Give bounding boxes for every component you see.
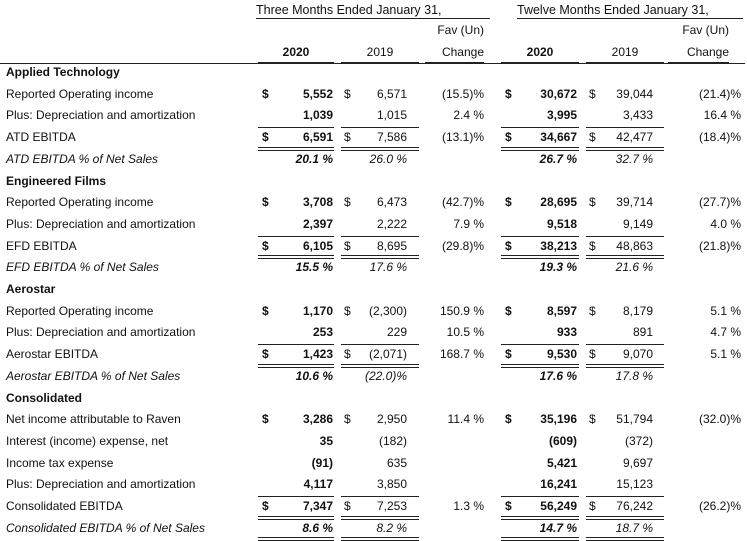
value-2019-three: 7,586 xyxy=(376,130,407,145)
row-label: Income tax expense xyxy=(6,455,114,470)
value-2020-three: 15.5 % xyxy=(295,260,333,275)
currency-symbol: $ xyxy=(262,303,269,318)
value-2019-three: 6,571 xyxy=(376,86,407,101)
final-double-rule xyxy=(586,537,664,541)
row-label: EFD EBITDA xyxy=(6,238,77,253)
value-2020-three: 253 xyxy=(312,325,333,340)
row-label: ATD EBITDA % of Net Sales xyxy=(6,151,159,166)
change-three: (15.5)% xyxy=(441,86,484,101)
value-2020-three: 10.6 % xyxy=(295,368,333,383)
section-title: Applied Technology xyxy=(6,65,120,79)
header-twelve-months: Twelve Months Ended January 31, xyxy=(517,3,709,17)
currency-symbol: $ xyxy=(344,130,351,145)
total-double-rule xyxy=(501,516,579,520)
subtotal-rule xyxy=(586,127,664,128)
currency-symbol: $ xyxy=(505,86,512,101)
value-2019-three: 7,253 xyxy=(376,499,407,513)
change-three: 1.3 % xyxy=(453,499,484,513)
section-title: Engineered Films xyxy=(6,173,107,188)
header-bottom-rule xyxy=(0,63,745,64)
currency-symbol: $ xyxy=(344,303,351,318)
subtotal-rule xyxy=(258,127,334,128)
currency-symbol: $ xyxy=(505,347,512,362)
change-twelve: 16.4 % xyxy=(703,108,741,123)
subtotal-rule xyxy=(258,496,334,497)
value-2019-three: 229 xyxy=(386,325,407,340)
change-twelve: (18.4)% xyxy=(698,130,741,145)
value-2020-three: 1,423 xyxy=(302,347,333,362)
header-fav-label-three: Fav (Un) xyxy=(437,23,484,37)
value-2020-three: 6,591 xyxy=(302,130,333,145)
value-2020-three: 35 xyxy=(319,433,333,448)
header-change-three: Change xyxy=(441,45,484,59)
header-underline-change-three xyxy=(425,62,484,63)
row-label: Reported Operating income xyxy=(6,303,154,318)
change-twelve: (26.2)% xyxy=(698,499,741,513)
value-2020-twelve: 30,672 xyxy=(540,86,577,101)
value-2019-three: 2,222 xyxy=(376,216,407,231)
value-2019-twelve: 18.7 % xyxy=(615,520,653,535)
value-2019-twelve: 32.7 % xyxy=(615,151,653,166)
value-2020-twelve: 9,530 xyxy=(546,347,577,362)
change-three: (13.1)% xyxy=(441,130,484,145)
value-2020-three: 3,286 xyxy=(302,412,333,427)
subtotal-rule xyxy=(258,236,334,237)
currency-symbol: $ xyxy=(262,499,269,513)
subtotal-rule xyxy=(341,344,419,345)
row-label: Net income attributable to Raven xyxy=(6,412,181,427)
value-2020-three: 20.1 % xyxy=(295,151,333,166)
value-2020-twelve: 28,695 xyxy=(540,195,577,210)
value-2019-twelve: 17.8 % xyxy=(615,368,653,383)
change-three: (29.8)% xyxy=(441,238,484,253)
value-2019-three: 8,695 xyxy=(376,238,407,253)
row-label: Aerostar EBITDA % of Net Sales xyxy=(6,368,181,383)
row-label: Plus: Depreciation and amortization xyxy=(6,216,196,231)
value-2020-twelve: 19.3 % xyxy=(539,260,577,275)
change-three: (42.7)% xyxy=(441,195,484,210)
header-underline-2019-three xyxy=(341,62,419,63)
currency-symbol: $ xyxy=(589,499,596,513)
value-2019-twelve: 48,863 xyxy=(616,238,653,253)
value-2019-twelve: 891 xyxy=(632,325,653,340)
final-double-rule xyxy=(501,537,579,541)
currency-symbol: $ xyxy=(505,238,512,253)
total-double-rule xyxy=(258,255,334,259)
subtotal-rule xyxy=(341,127,419,128)
total-double-rule xyxy=(501,364,579,368)
value-2019-three: 2,950 xyxy=(376,412,407,427)
row-label: Reported Operating income xyxy=(6,195,154,210)
header-underline-change-twelve xyxy=(668,62,729,63)
subtotal-rule xyxy=(586,236,664,237)
value-2020-three: 6,105 xyxy=(302,238,333,253)
currency-symbol: $ xyxy=(262,86,269,101)
currency-symbol: $ xyxy=(262,412,269,427)
total-double-rule xyxy=(501,147,579,151)
total-double-rule xyxy=(258,516,334,520)
subtotal-rule xyxy=(586,496,664,497)
header-underline-2020-twelve xyxy=(501,62,579,63)
value-2019-twelve: 9,149 xyxy=(622,216,653,231)
value-2019-three: 6,473 xyxy=(376,195,407,210)
value-2019-three: 26.0 % xyxy=(369,151,407,166)
value-2020-twelve: 38,213 xyxy=(540,238,577,253)
value-2020-twelve: 26.7 % xyxy=(539,151,577,166)
header-year-2020-twelve: 2020 xyxy=(526,45,554,59)
change-twelve: 4.0 % xyxy=(710,216,741,231)
header-three-months-underline xyxy=(256,18,490,19)
subtotal-rule xyxy=(501,236,579,237)
change-three: 2.4 % xyxy=(453,108,484,123)
change-twelve: (21.8)% xyxy=(698,238,741,253)
currency-symbol: $ xyxy=(505,130,512,145)
header-twelve-months-underline xyxy=(517,18,743,19)
total-double-rule xyxy=(586,516,664,520)
value-2020-three: 1,170 xyxy=(302,303,333,318)
currency-symbol: $ xyxy=(589,130,596,145)
currency-symbol: $ xyxy=(589,238,596,253)
subtotal-rule xyxy=(501,127,579,128)
total-double-rule xyxy=(341,255,419,259)
value-2019-three: (182) xyxy=(378,433,407,448)
value-2020-three: 3,708 xyxy=(302,195,333,210)
change-twelve: 5.1 % xyxy=(710,347,741,362)
currency-symbol: $ xyxy=(505,412,512,427)
value-2020-twelve: 34,667 xyxy=(540,130,577,145)
total-double-rule xyxy=(341,364,419,368)
value-2020-three: 2,397 xyxy=(302,216,333,231)
value-2020-three: 7,347 xyxy=(302,499,333,513)
change-three: 10.5 % xyxy=(446,325,484,340)
currency-symbol: $ xyxy=(589,86,596,101)
header-underline-2020-three xyxy=(258,62,334,63)
value-2019-twelve: 9,070 xyxy=(622,347,653,362)
header-change-twelve: Change xyxy=(686,45,729,59)
row-label: Consolidated EBITDA xyxy=(6,499,123,513)
currency-symbol: $ xyxy=(589,347,596,362)
row-label: Reported Operating income xyxy=(6,86,154,101)
subtotal-rule xyxy=(501,496,579,497)
value-2020-twelve: (609) xyxy=(548,433,577,448)
total-double-rule xyxy=(258,147,334,151)
value-2019-twelve: 39,714 xyxy=(616,195,653,210)
currency-symbol: $ xyxy=(589,195,596,210)
value-2019-three: (2,300) xyxy=(368,303,407,318)
row-label: Aerostar EBITDA xyxy=(6,347,99,362)
currency-symbol: $ xyxy=(344,238,351,253)
subtotal-rule xyxy=(341,496,419,497)
value-2019-three: 8.2 % xyxy=(376,520,407,535)
header-underline-2019-twelve xyxy=(586,62,664,63)
value-2019-three: 3,850 xyxy=(376,477,407,492)
currency-symbol: $ xyxy=(589,303,596,318)
value-2020-twelve: 5,421 xyxy=(546,455,577,470)
value-2019-twelve: 8,179 xyxy=(622,303,653,318)
currency-symbol: $ xyxy=(505,195,512,210)
change-twelve: (32.0)% xyxy=(698,412,741,427)
value-2020-three: 8.6 % xyxy=(302,520,333,535)
value-2019-twelve: (372) xyxy=(624,433,653,448)
currency-symbol: $ xyxy=(262,347,269,362)
header-year-2019-twelve: 2019 xyxy=(611,45,639,59)
value-2019-twelve: 39,044 xyxy=(616,86,653,101)
row-label: Consolidated EBITDA % of Net Sales xyxy=(6,520,205,535)
currency-symbol: $ xyxy=(505,303,512,318)
value-2019-twelve: 76,242 xyxy=(616,499,653,513)
value-2019-three: (22.0)% xyxy=(364,368,407,383)
value-2020-three: (91) xyxy=(311,455,333,470)
value-2019-twelve: 15,123 xyxy=(616,477,653,492)
currency-symbol: $ xyxy=(589,412,596,427)
value-2019-twelve: 3,433 xyxy=(622,108,653,123)
change-three: 11.4 % xyxy=(447,412,484,427)
value-2019-three: (2,071) xyxy=(368,347,407,362)
value-2019-twelve: 51,794 xyxy=(616,412,653,427)
value-2020-twelve: 16,241 xyxy=(540,477,577,492)
change-twelve: 5.1 % xyxy=(710,303,741,318)
value-2020-twelve: 56,249 xyxy=(540,499,577,513)
value-2020-twelve: 35,196 xyxy=(540,412,577,427)
subtotal-rule xyxy=(341,236,419,237)
header-three-months: Three Months Ended January 31, xyxy=(256,3,442,17)
value-2020-twelve: 8,597 xyxy=(546,303,577,318)
total-double-rule xyxy=(586,364,664,368)
subtotal-rule xyxy=(501,344,579,345)
total-double-rule xyxy=(586,147,664,151)
value-2020-three: 5,552 xyxy=(302,86,333,101)
change-three: 150.9 % xyxy=(439,303,484,318)
header-fav-label-twelve: Fav (Un) xyxy=(682,23,729,37)
total-double-rule xyxy=(258,364,334,368)
subtotal-rule xyxy=(258,344,334,345)
value-2019-twelve: 9,697 xyxy=(622,455,653,470)
total-double-rule xyxy=(501,255,579,259)
change-twelve: (27.7)% xyxy=(698,195,741,210)
value-2019-twelve: 42,477 xyxy=(616,130,653,145)
value-2019-three: 635 xyxy=(386,455,407,470)
currency-symbol: $ xyxy=(344,499,351,513)
subtotal-rule xyxy=(586,344,664,345)
row-label: Plus: Depreciation and amortization xyxy=(6,108,196,123)
currency-symbol: $ xyxy=(344,347,351,362)
change-three: 168.7 % xyxy=(439,347,484,362)
currency-symbol: $ xyxy=(344,86,351,101)
currency-symbol: $ xyxy=(344,195,351,210)
value-2019-three: 1,015 xyxy=(376,108,407,123)
value-2019-twelve: 21.6 % xyxy=(615,260,653,275)
row-label: EFD EBITDA % of Net Sales xyxy=(6,260,159,275)
value-2020-twelve: 17.6 % xyxy=(539,368,577,383)
total-double-rule xyxy=(586,255,664,259)
row-label: Plus: Depreciation and amortization xyxy=(6,325,196,340)
value-2020-twelve: 14.7 % xyxy=(539,520,577,535)
section-title: Consolidated xyxy=(6,390,83,405)
row-label: Interest (income) expense, net xyxy=(6,433,169,448)
header-year-2020-three: 2020 xyxy=(282,45,310,59)
currency-symbol: $ xyxy=(262,130,269,145)
value-2020-three: 4,117 xyxy=(303,477,333,492)
change-twelve: (21.4)% xyxy=(698,86,741,101)
final-double-rule xyxy=(258,537,334,541)
change-three: 7.9 % xyxy=(453,216,484,231)
value-2019-three: 17.6 % xyxy=(369,260,407,275)
currency-symbol: $ xyxy=(505,499,512,513)
currency-symbol: $ xyxy=(344,412,351,427)
row-label: Plus: Depreciation and amortization xyxy=(6,477,196,492)
total-double-rule xyxy=(341,147,419,151)
value-2020-twelve: 933 xyxy=(556,325,577,340)
final-double-rule xyxy=(341,537,419,541)
value-2020-twelve: 9,518 xyxy=(546,216,577,231)
change-twelve: 4.7 % xyxy=(710,325,741,340)
section-title: Aerostar xyxy=(6,282,56,296)
currency-symbol: $ xyxy=(262,238,269,253)
value-2020-three: 1,039 xyxy=(302,108,333,123)
row-label: ATD EBITDA xyxy=(6,130,76,145)
total-double-rule xyxy=(341,516,419,520)
currency-symbol: $ xyxy=(262,195,269,210)
value-2020-twelve: 3,995 xyxy=(546,108,577,123)
header-year-2019-three: 2019 xyxy=(366,45,394,59)
